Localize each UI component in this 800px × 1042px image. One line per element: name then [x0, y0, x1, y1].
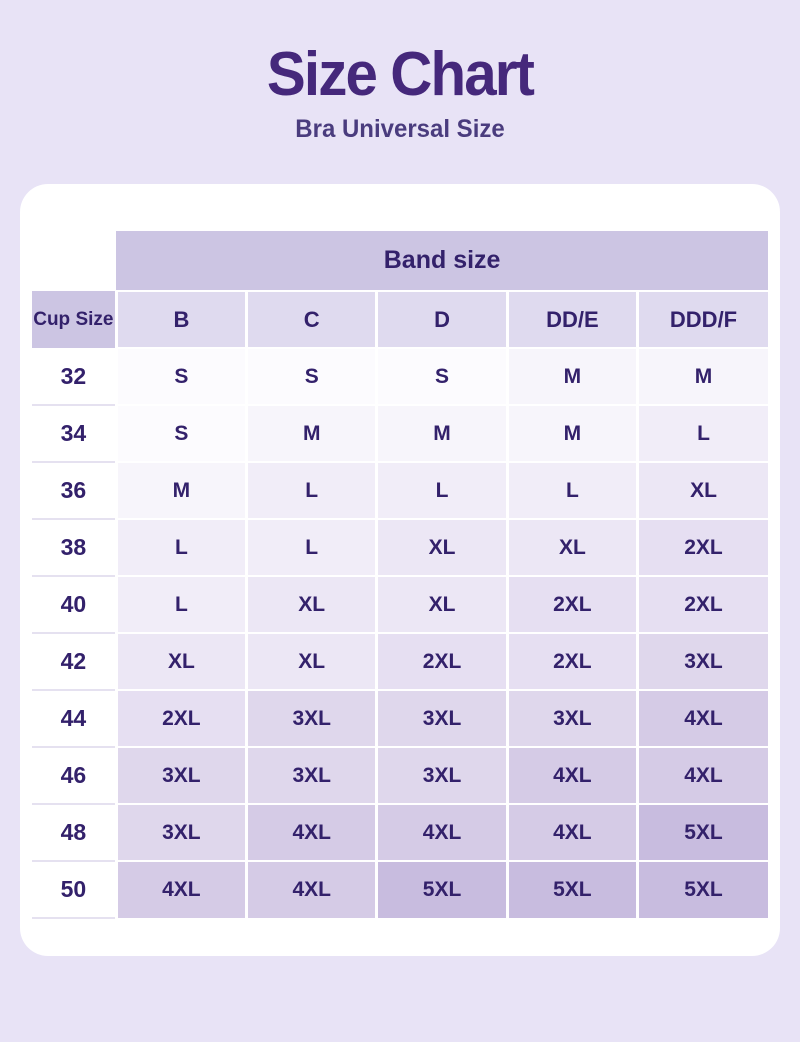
size-table	[32, 231, 768, 919]
table-row	[32, 747, 768, 804]
size-cell: XL	[507, 519, 637, 576]
cup-size-header: Cup Size	[32, 291, 116, 348]
size-cell: L	[247, 462, 377, 519]
cup-size-label: 48	[32, 804, 116, 861]
size-cell: 5XL	[377, 861, 507, 918]
cup-size-label: 40	[32, 576, 116, 633]
band-size-header-row	[32, 231, 768, 291]
size-cell: 3XL	[247, 747, 377, 804]
size-cell: 5XL	[638, 861, 768, 918]
size-cell: 5XL	[638, 804, 768, 861]
size-cell: 2XL	[638, 576, 768, 633]
size-cell: L	[638, 405, 768, 462]
cup-size-label: 34	[32, 405, 116, 462]
page-subtitle: Bra Universal Size	[295, 115, 505, 144]
cup-size-label: 42	[32, 633, 116, 690]
size-cell: XL	[377, 519, 507, 576]
size-cell: 4XL	[638, 690, 768, 747]
size-cell: 4XL	[247, 804, 377, 861]
size-cell: 2XL	[377, 633, 507, 690]
size-chart-card	[20, 184, 780, 956]
band-column-header: DD/E	[507, 291, 637, 348]
band-size-header: Band size	[116, 231, 768, 291]
size-cell: M	[638, 348, 768, 405]
table-row	[32, 348, 768, 405]
size-cell: S	[116, 405, 246, 462]
size-cell: L	[377, 462, 507, 519]
size-cell: M	[507, 348, 637, 405]
table-row	[32, 576, 768, 633]
size-cell: S	[377, 348, 507, 405]
table-row	[32, 690, 768, 747]
size-cell: 3XL	[247, 690, 377, 747]
cup-size-label: 46	[32, 747, 116, 804]
size-cell: 4XL	[116, 861, 246, 918]
band-column-header: DDD/F	[638, 291, 768, 348]
band-column-header: C	[247, 291, 377, 348]
table-row	[32, 633, 768, 690]
size-cell: XL	[638, 462, 768, 519]
size-cell: XL	[247, 576, 377, 633]
cup-size-label: 38	[32, 519, 116, 576]
size-cell: 3XL	[116, 747, 246, 804]
table-row	[32, 861, 768, 918]
size-cell: 3XL	[507, 690, 637, 747]
corner-spacer	[32, 231, 116, 291]
band-column-header: D	[377, 291, 507, 348]
cup-size-label: 32	[32, 348, 116, 405]
size-cell: S	[247, 348, 377, 405]
size-cell: 4XL	[507, 804, 637, 861]
size-cell: M	[507, 405, 637, 462]
page-title: Size Chart	[266, 40, 534, 109]
size-cell: 4XL	[507, 747, 637, 804]
band-column-header: B	[116, 291, 246, 348]
page	[0, 42, 800, 1042]
size-cell: L	[116, 519, 246, 576]
size-cell: L	[247, 519, 377, 576]
size-cell: 2XL	[507, 633, 637, 690]
size-cell: M	[247, 405, 377, 462]
cup-size-label: 50	[32, 861, 116, 918]
size-cell: 4XL	[377, 804, 507, 861]
size-cell: 4XL	[247, 861, 377, 918]
size-cell: M	[116, 462, 246, 519]
size-cell: 3XL	[638, 633, 768, 690]
size-cell: XL	[377, 576, 507, 633]
table-row	[32, 519, 768, 576]
size-cell: 3XL	[377, 747, 507, 804]
size-cell: 2XL	[116, 690, 246, 747]
size-cell: 3XL	[377, 690, 507, 747]
size-cell: S	[116, 348, 246, 405]
size-cell: M	[377, 405, 507, 462]
size-cell: 2XL	[507, 576, 637, 633]
cup-size-label: 36	[32, 462, 116, 519]
table-row	[32, 462, 768, 519]
cup-size-label: 44	[32, 690, 116, 747]
size-cell: 2XL	[638, 519, 768, 576]
size-cell: XL	[116, 633, 246, 690]
size-cell: L	[116, 576, 246, 633]
size-cell: 5XL	[507, 861, 637, 918]
column-header-row	[32, 291, 768, 348]
size-cell: 4XL	[638, 747, 768, 804]
size-cell: 3XL	[116, 804, 246, 861]
table-row	[32, 405, 768, 462]
table-row	[32, 804, 768, 861]
size-cell: L	[507, 462, 637, 519]
size-cell: XL	[247, 633, 377, 690]
